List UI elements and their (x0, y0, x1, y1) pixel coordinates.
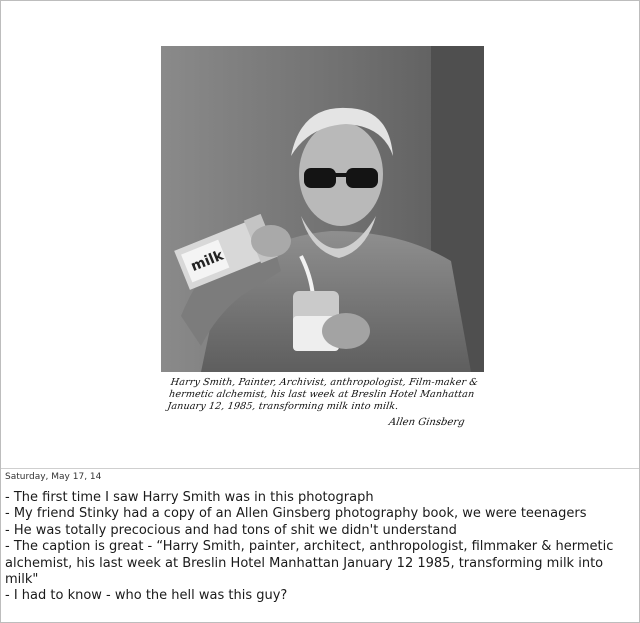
note-line: - My friend Stinky had a copy of an Allen Ginsberg photography book, we were teenagers (5, 506, 587, 522)
notes-divider (1, 468, 639, 469)
glasses-right-lens (346, 168, 378, 188)
photo-illustration (161, 46, 484, 372)
slide-canvas (1, 1, 639, 468)
carton-label: milk (188, 247, 226, 276)
photo-caption-text: Harry Smith, Painter, Archivist, anthropologist, Film-maker & hermetic alchemist, his last week at Breslin Hotel Manhattan January 12, 1985, transforming milk into milk. (166, 377, 479, 412)
photo-signature: Allen Ginsberg (387, 417, 465, 428)
note-line: - He was totally precocious and had tons of shit we didn't understand (5, 522, 457, 538)
note-line: - I had to know - who the hell was this guy? (5, 588, 288, 604)
note-line: - The first time I saw Harry Smith was in this photograph (5, 490, 374, 505)
notes-date: Saturday, May 17, 14 (5, 472, 102, 482)
photo-caption (161, 373, 484, 435)
photograph (161, 46, 484, 372)
glasses-bridge (334, 173, 348, 177)
speaker-notes (5, 490, 635, 605)
left-hand (322, 313, 370, 349)
right-hand (251, 225, 291, 257)
note-line: - The caption is great - “Harry Smith, painter, architect, anthropologist, filmmaker & hermetic alchemist, his last week at Breslin Hotel Manhattan January 12 1985, transforming milk into milk" (5, 539, 614, 588)
glasses-left-lens (304, 168, 336, 188)
